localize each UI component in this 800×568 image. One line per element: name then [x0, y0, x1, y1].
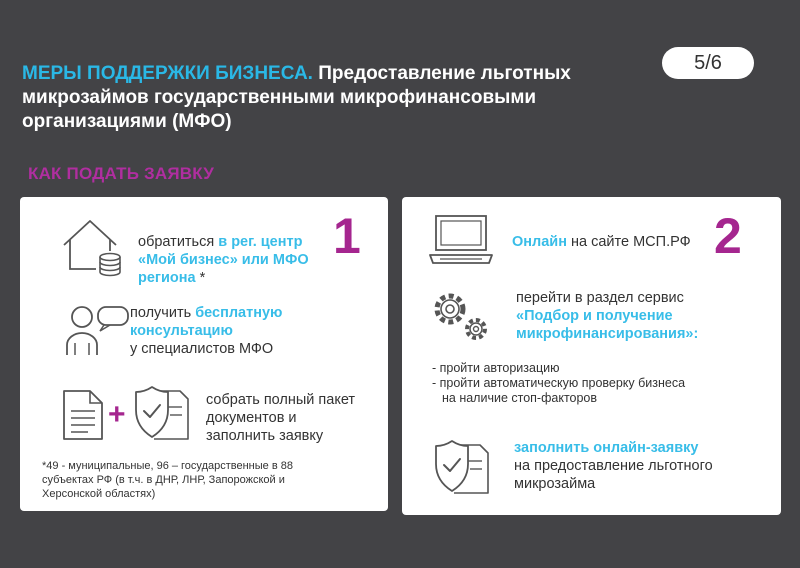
- checklist: [432, 361, 762, 406]
- card1-step3-text: собрать полный пакет документов и заполнить заявку: [206, 392, 356, 444]
- list-item: - пройти авторизацию: [432, 361, 560, 375]
- consultant-icon: [64, 303, 134, 359]
- plus-sign: +: [108, 398, 126, 431]
- house-coins-icon: [60, 217, 130, 279]
- title-rest: Предоставление льготных микрозаймов государственными микрофинансовыми организациями (МФО): [22, 63, 571, 132]
- list-item: - пройти автоматическую проверку бизнеса: [432, 376, 686, 390]
- footnote: *49 - муниципальные, 96 – государственные в 88 субъектах РФ (в т.ч. в ДНР, ЛНР, Запорожской и Херсонской областях): [42, 460, 293, 500]
- computer-icon: [426, 213, 496, 269]
- section-title: КАК ПОДАТЬ ЗАЯВКУ: [28, 164, 215, 183]
- title-accent: МЕРЫ ПОДДЕРЖКИ БИЗНЕСА.: [22, 63, 313, 84]
- shield-document-icon: [132, 383, 192, 445]
- card-step-2: [402, 197, 781, 515]
- card1-step1-text: обратиться в рег. центр «Мой бизнес» или МФО региона *: [138, 234, 309, 286]
- document-icon: [60, 387, 106, 443]
- shield-document-icon: [432, 437, 492, 499]
- card1-step2-text: получить бесплатную консультацию у специалистов МФО: [130, 305, 283, 357]
- gears-icon: [426, 287, 496, 347]
- card2-step1-text: Онлайн на сайте МСП.РФ: [512, 234, 691, 250]
- list-item: на наличие стоп-факторов: [442, 391, 598, 405]
- card2-step3-text: заполнить онлайн-заявку на предоставление льготного микрозайма: [514, 440, 713, 492]
- page-indicator: 5/6: [662, 47, 754, 79]
- page-title: [22, 62, 642, 134]
- step-number: 1: [333, 208, 361, 264]
- step-number: 2: [714, 208, 742, 264]
- card2-step2-text: перейти в раздел сервис «Подбор и получение микрофинансирования»:: [516, 290, 699, 342]
- card-step-1: [20, 197, 388, 511]
